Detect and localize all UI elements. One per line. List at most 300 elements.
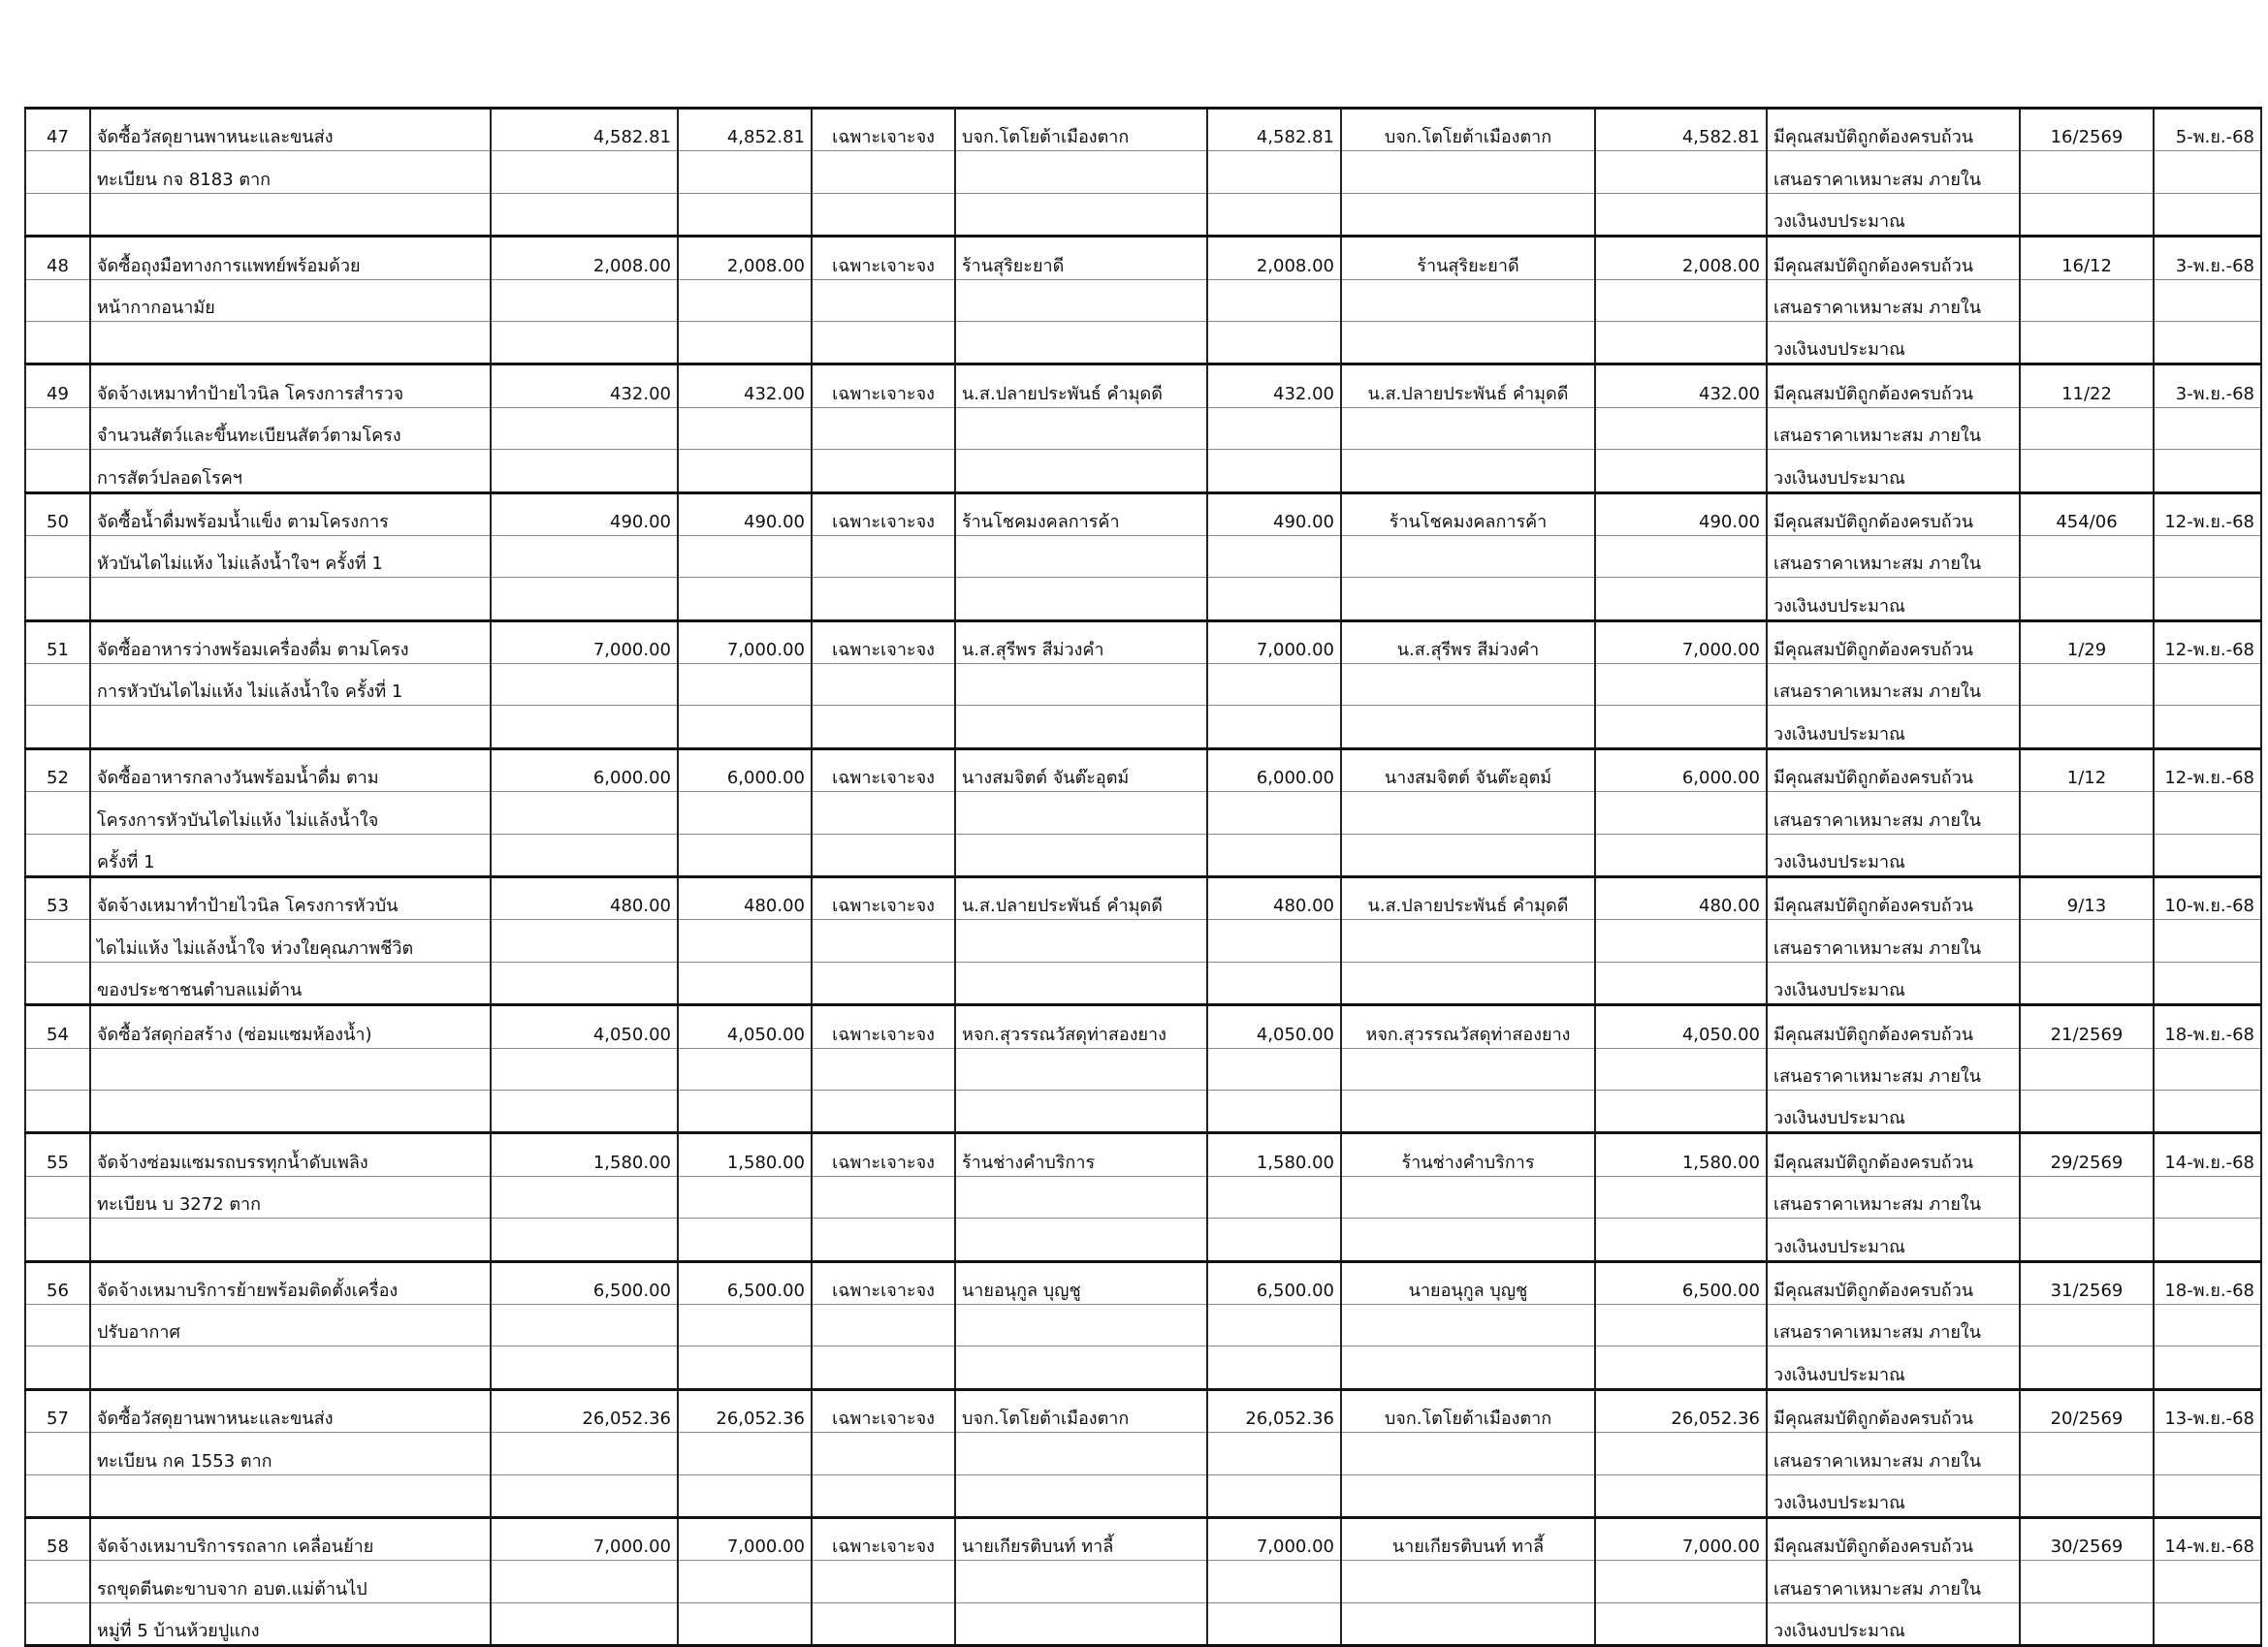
procurement-entry bbox=[25, 109, 2261, 237]
selection-reason-cell: มีคุณสมบัติถูกต้องครบถ้วน bbox=[1767, 1005, 2020, 1048]
winning-price-cell bbox=[1595, 834, 1767, 876]
table-row bbox=[25, 1602, 2261, 1645]
contract-number-cell bbox=[2020, 1561, 2154, 1602]
selection-reason-cell: วงเงินงบประมาณ bbox=[1767, 193, 2020, 236]
procurement-method-cell bbox=[812, 1346, 955, 1389]
bidder-name-cell bbox=[955, 578, 1207, 620]
bid-price-cell bbox=[1207, 962, 1341, 1004]
bid-price-cell bbox=[1207, 706, 1341, 748]
winning-price-cell bbox=[1595, 193, 1767, 236]
selection-reason-cell: วงเงินงบประมาณ bbox=[1767, 321, 2020, 364]
selection-reason-cell: มีคุณสมบัติถูกต้องครบถ้วน bbox=[1767, 620, 2020, 663]
budget-amount-cell bbox=[491, 1219, 678, 1261]
entry-number-cell: 47 bbox=[25, 109, 90, 151]
procurement-method-cell: เฉพาะเจาะจง bbox=[812, 1389, 955, 1432]
bidder-name-cell bbox=[955, 151, 1207, 193]
budget-amount-cell: 6,500.00 bbox=[491, 1261, 678, 1304]
table-row bbox=[25, 151, 2261, 193]
budget-amount-cell bbox=[491, 1561, 678, 1602]
procurement-entry bbox=[25, 1005, 2261, 1133]
contract-number-cell bbox=[2020, 1304, 2154, 1346]
contract-date-cell bbox=[2154, 834, 2261, 876]
entry-number-cell bbox=[25, 1602, 90, 1645]
selection-reason-cell: วงเงินงบประมาณ bbox=[1767, 1346, 2020, 1389]
procurement-method-cell: เฉพาะเจาะจง bbox=[812, 237, 955, 279]
contract-date-cell bbox=[2154, 578, 2261, 620]
table-row bbox=[25, 1048, 2261, 1090]
bid-price-cell bbox=[1207, 151, 1341, 193]
budget-amount-cell: 6,000.00 bbox=[491, 748, 678, 791]
winner-name-cell bbox=[1341, 1433, 1595, 1474]
entry-number-cell bbox=[25, 792, 90, 834]
item-description-cell bbox=[90, 193, 491, 236]
winning-price-cell: 7,000.00 bbox=[1595, 1517, 1767, 1560]
entry-number-cell: 53 bbox=[25, 877, 90, 920]
winning-price-cell: 2,008.00 bbox=[1595, 237, 1767, 279]
winner-name-cell bbox=[1341, 407, 1595, 449]
budget-amount-cell: 7,000.00 bbox=[491, 1517, 678, 1560]
bidder-name-cell: น.ส.ปลายประพันธ์ คำมุดดี bbox=[955, 364, 1207, 407]
winner-name-cell bbox=[1341, 1346, 1595, 1389]
bid-price-cell: 7,000.00 bbox=[1207, 620, 1341, 663]
procurement-method-cell: เฉพาะเจาะจง bbox=[812, 748, 955, 791]
procurement-method-cell bbox=[812, 664, 955, 706]
winning-price-cell: 4,050.00 bbox=[1595, 1005, 1767, 1048]
table-row bbox=[25, 706, 2261, 748]
entry-number-cell: 52 bbox=[25, 748, 90, 791]
item-description-cell: ครั้งที่ 1 bbox=[90, 834, 491, 876]
winning-price-cell bbox=[1595, 321, 1767, 364]
entry-number-cell bbox=[25, 535, 90, 577]
item-description-cell: หัวบันไดไม่แห้ง ไม่แล้งน้ำใจฯ ครั้งที่ 1 bbox=[90, 535, 491, 577]
bid-price-cell bbox=[1207, 834, 1341, 876]
selection-reason-cell: วงเงินงบประมาณ bbox=[1767, 1219, 2020, 1261]
item-description-cell: จัดซื้อถุงมือทางการแพทย์พร้อมด้วย bbox=[90, 237, 491, 279]
bid-price-cell: 480.00 bbox=[1207, 877, 1341, 920]
contract-date-cell bbox=[2154, 1602, 2261, 1645]
median-price-cell bbox=[678, 1090, 812, 1132]
median-price-cell: 480.00 bbox=[678, 877, 812, 920]
bid-price-cell bbox=[1207, 1602, 1341, 1645]
contract-number-cell: 31/2569 bbox=[2020, 1261, 2154, 1304]
contract-date-cell: 18-พ.ย.-68 bbox=[2154, 1005, 2261, 1048]
table-row bbox=[25, 578, 2261, 620]
entry-number-cell bbox=[25, 1304, 90, 1346]
median-price-cell bbox=[678, 962, 812, 1004]
entry-number-cell: 55 bbox=[25, 1133, 90, 1176]
bid-price-cell: 432.00 bbox=[1207, 364, 1341, 407]
entry-number-cell: 48 bbox=[25, 237, 90, 279]
procurement-method-cell: เฉพาะเจาะจง bbox=[812, 877, 955, 920]
item-description-cell: จัดซื้อน้ำดื่มพร้อมน้ำแข็ง ตามโครงการ bbox=[90, 492, 491, 535]
entry-number-cell bbox=[25, 1176, 90, 1218]
entry-number-cell: 56 bbox=[25, 1261, 90, 1304]
contract-number-cell bbox=[2020, 834, 2154, 876]
item-description-cell bbox=[90, 321, 491, 364]
budget-amount-cell bbox=[491, 962, 678, 1004]
median-price-cell bbox=[678, 1219, 812, 1261]
bid-price-cell: 26,052.36 bbox=[1207, 1389, 1341, 1432]
median-price-cell bbox=[678, 1602, 812, 1645]
table-row bbox=[25, 1389, 2261, 1432]
procurement-entry bbox=[25, 1389, 2261, 1517]
procurement-method-cell: เฉพาะเจาะจง bbox=[812, 492, 955, 535]
item-description-cell: ของประชาชนตำบลแม่ต้าน bbox=[90, 962, 491, 1004]
contract-number-cell bbox=[2020, 1602, 2154, 1645]
contract-number-cell: 21/2569 bbox=[2020, 1005, 2154, 1048]
item-description-cell: ปรับอากาศ bbox=[90, 1304, 491, 1346]
winner-name-cell: นางสมจิตต์ จันต๊ะอุตม์ bbox=[1341, 748, 1595, 791]
selection-reason-cell: เสนอราคาเหมาะสม ภายใน bbox=[1767, 664, 2020, 706]
selection-reason-cell: มีคุณสมบัติถูกต้องครบถ้วน bbox=[1767, 877, 2020, 920]
bid-price-cell bbox=[1207, 578, 1341, 620]
winning-price-cell bbox=[1595, 450, 1767, 492]
winner-name-cell bbox=[1341, 920, 1595, 962]
contract-date-cell bbox=[2154, 321, 2261, 364]
contract-number-cell bbox=[2020, 407, 2154, 449]
median-price-cell: 6,000.00 bbox=[678, 748, 812, 791]
winning-price-cell bbox=[1595, 962, 1767, 1004]
entry-number-cell bbox=[25, 578, 90, 620]
winning-price-cell: 7,000.00 bbox=[1595, 620, 1767, 663]
bidder-name-cell: ร้านช่างคำบริการ bbox=[955, 1133, 1207, 1176]
selection-reason-cell: วงเงินงบประมาณ bbox=[1767, 962, 2020, 1004]
contract-number-cell: 20/2569 bbox=[2020, 1389, 2154, 1432]
contract-date-cell bbox=[2154, 1433, 2261, 1474]
procurement-entry bbox=[25, 364, 2261, 492]
winning-price-cell bbox=[1595, 1602, 1767, 1645]
entry-number-cell bbox=[25, 1561, 90, 1602]
bidder-name-cell bbox=[955, 1561, 1207, 1602]
median-price-cell: 490.00 bbox=[678, 492, 812, 535]
procurement-method-cell: เฉพาะเจาะจง bbox=[812, 1005, 955, 1048]
bidder-name-cell bbox=[955, 450, 1207, 492]
selection-reason-cell: มีคุณสมบัติถูกต้องครบถ้วน bbox=[1767, 364, 2020, 407]
winning-price-cell bbox=[1595, 1433, 1767, 1474]
procurement-method-cell bbox=[812, 792, 955, 834]
winner-name-cell: ร้านโชคมงคลการค้า bbox=[1341, 492, 1595, 535]
entry-number-cell bbox=[25, 407, 90, 449]
item-description-cell: จัดซื้อวัสดุก่อสร้าง (ซ่อมแซมห้องน้ำ) bbox=[90, 1005, 491, 1048]
entry-number-cell bbox=[25, 962, 90, 1004]
contract-date-cell bbox=[2154, 407, 2261, 449]
budget-amount-cell: 490.00 bbox=[491, 492, 678, 535]
selection-reason-cell: วงเงินงบประมาณ bbox=[1767, 578, 2020, 620]
procurement-entry bbox=[25, 237, 2261, 364]
winning-price-cell: 1,580.00 bbox=[1595, 1133, 1767, 1176]
winner-name-cell: น.ส.ปลายประพันธ์ คำมุดดี bbox=[1341, 364, 1595, 407]
item-description-cell: การสัตว์ปลอดโรคฯ bbox=[90, 450, 491, 492]
bid-price-cell bbox=[1207, 1176, 1341, 1218]
median-price-cell bbox=[678, 664, 812, 706]
selection-reason-cell: เสนอราคาเหมาะสม ภายใน bbox=[1767, 792, 2020, 834]
item-description-cell bbox=[90, 1346, 491, 1389]
winning-price-cell bbox=[1595, 664, 1767, 706]
bidder-name-cell bbox=[955, 1048, 1207, 1090]
budget-amount-cell bbox=[491, 792, 678, 834]
median-price-cell bbox=[678, 1346, 812, 1389]
entry-number-cell bbox=[25, 450, 90, 492]
bidder-name-cell bbox=[955, 962, 1207, 1004]
contract-date-cell: 18-พ.ย.-68 bbox=[2154, 1261, 2261, 1304]
table-row bbox=[25, 620, 2261, 663]
contract-number-cell bbox=[2020, 664, 2154, 706]
selection-reason-cell: มีคุณสมบัติถูกต้องครบถ้วน bbox=[1767, 1261, 2020, 1304]
bid-price-cell bbox=[1207, 1219, 1341, 1261]
item-description-cell: โครงการหัวบันไดไม่แห้ง ไม่แล้งน้ำใจ bbox=[90, 792, 491, 834]
bid-price-cell: 2,008.00 bbox=[1207, 237, 1341, 279]
table-row bbox=[25, 1090, 2261, 1132]
budget-amount-cell: 1,580.00 bbox=[491, 1133, 678, 1176]
bidder-name-cell: น.ส.ปลายประพันธ์ คำมุดดี bbox=[955, 877, 1207, 920]
contract-date-cell bbox=[2154, 1474, 2261, 1517]
median-price-cell bbox=[678, 578, 812, 620]
procurement-method-cell: เฉพาะเจาะจง bbox=[812, 109, 955, 151]
procurement-method-cell bbox=[812, 535, 955, 577]
budget-amount-cell bbox=[491, 1176, 678, 1218]
bidder-name-cell bbox=[955, 1346, 1207, 1389]
winner-name-cell bbox=[1341, 535, 1595, 577]
bidder-name-cell bbox=[955, 664, 1207, 706]
item-description-cell: ทะเบียน กจ 8183 ตาก bbox=[90, 151, 491, 193]
winner-name-cell bbox=[1341, 792, 1595, 834]
table-row bbox=[25, 1176, 2261, 1218]
bid-price-cell: 7,000.00 bbox=[1207, 1517, 1341, 1560]
bid-price-cell bbox=[1207, 450, 1341, 492]
median-price-cell bbox=[678, 1561, 812, 1602]
table-row bbox=[25, 450, 2261, 492]
winner-name-cell bbox=[1341, 1304, 1595, 1346]
selection-reason-cell: เสนอราคาเหมาะสม ภายใน bbox=[1767, 151, 2020, 193]
table-row bbox=[25, 1433, 2261, 1474]
table-row bbox=[25, 920, 2261, 962]
contract-date-cell: 3-พ.ย.-68 bbox=[2154, 364, 2261, 407]
winning-price-cell bbox=[1595, 920, 1767, 962]
contract-date-cell bbox=[2154, 1219, 2261, 1261]
contract-date-cell bbox=[2154, 1176, 2261, 1218]
contract-date-cell bbox=[2154, 1346, 2261, 1389]
item-description-cell: จัดจ้างเหมาบริการรถลาก เคลื่อนย้าย bbox=[90, 1517, 491, 1560]
contract-number-cell bbox=[2020, 1346, 2154, 1389]
median-price-cell bbox=[678, 535, 812, 577]
median-price-cell: 7,000.00 bbox=[678, 1517, 812, 1560]
budget-amount-cell bbox=[491, 407, 678, 449]
procurement-table bbox=[24, 107, 2262, 1647]
selection-reason-cell: เสนอราคาเหมาะสม ภายใน bbox=[1767, 920, 2020, 962]
winning-price-cell: 490.00 bbox=[1595, 492, 1767, 535]
budget-amount-cell bbox=[491, 279, 678, 321]
procurement-entry bbox=[25, 748, 2261, 876]
contract-number-cell: 29/2569 bbox=[2020, 1133, 2154, 1176]
entry-number-cell bbox=[25, 1474, 90, 1517]
median-price-cell bbox=[678, 1176, 812, 1218]
table-row bbox=[25, 1517, 2261, 1560]
procurement-method-cell bbox=[812, 279, 955, 321]
winning-price-cell bbox=[1595, 151, 1767, 193]
procurement-method-cell bbox=[812, 193, 955, 236]
contract-number-cell: 454/06 bbox=[2020, 492, 2154, 535]
item-description-cell: จัดซื้ออาหารว่างพร้อมเครื่องดื่ม ตามโครง bbox=[90, 620, 491, 663]
procurement-entry bbox=[25, 1517, 2261, 1645]
procurement-method-cell bbox=[812, 962, 955, 1004]
procurement-method-cell: เฉพาะเจาะจง bbox=[812, 1261, 955, 1304]
bid-price-cell bbox=[1207, 1304, 1341, 1346]
bid-price-cell: 4,050.00 bbox=[1207, 1005, 1341, 1048]
procurement-method-cell bbox=[812, 1602, 955, 1645]
contract-number-cell bbox=[2020, 792, 2154, 834]
selection-reason-cell: มีคุณสมบัติถูกต้องครบถ้วน bbox=[1767, 748, 2020, 791]
contract-date-cell bbox=[2154, 151, 2261, 193]
procurement-method-cell bbox=[812, 151, 955, 193]
winning-price-cell bbox=[1595, 578, 1767, 620]
bidder-name-cell: บจก.โตโยต้าเมืองตาก bbox=[955, 109, 1207, 151]
contract-number-cell bbox=[2020, 321, 2154, 364]
contract-number-cell bbox=[2020, 962, 2154, 1004]
winner-name-cell bbox=[1341, 1602, 1595, 1645]
entry-number-cell: 54 bbox=[25, 1005, 90, 1048]
median-price-cell: 6,500.00 bbox=[678, 1261, 812, 1304]
contract-number-cell bbox=[2020, 535, 2154, 577]
budget-amount-cell bbox=[491, 706, 678, 748]
contract-date-cell bbox=[2154, 920, 2261, 962]
winning-price-cell bbox=[1595, 1219, 1767, 1261]
procurement-method-cell bbox=[812, 706, 955, 748]
item-description-cell: จัดจ้างเหมาทำป้ายไวนิล โครงการสำรวจ bbox=[90, 364, 491, 407]
bid-price-cell bbox=[1207, 1090, 1341, 1132]
budget-amount-cell bbox=[491, 1304, 678, 1346]
budget-amount-cell bbox=[491, 1474, 678, 1517]
entry-number-cell bbox=[25, 664, 90, 706]
bid-price-cell bbox=[1207, 792, 1341, 834]
contract-date-cell: 14-พ.ย.-68 bbox=[2154, 1517, 2261, 1560]
item-description-cell: จัดจ้างเหมาทำป้ายไวนิล โครงการหัวบัน bbox=[90, 877, 491, 920]
bidder-name-cell bbox=[955, 792, 1207, 834]
entry-number-cell: 51 bbox=[25, 620, 90, 663]
winner-name-cell bbox=[1341, 151, 1595, 193]
entry-number-cell bbox=[25, 834, 90, 876]
table-row bbox=[25, 364, 2261, 407]
selection-reason-cell: มีคุณสมบัติถูกต้องครบถ้วน bbox=[1767, 1517, 2020, 1560]
contract-date-cell bbox=[2154, 1304, 2261, 1346]
budget-amount-cell bbox=[491, 1433, 678, 1474]
contract-number-cell bbox=[2020, 1433, 2154, 1474]
winning-price-cell bbox=[1595, 279, 1767, 321]
contract-date-cell: 13-พ.ย.-68 bbox=[2154, 1389, 2261, 1432]
item-description-cell: จัดซื้ออาหารกลางวันพร้อมน้ำดื่ม ตาม bbox=[90, 748, 491, 791]
contract-number-cell: 9/13 bbox=[2020, 877, 2154, 920]
bid-price-cell bbox=[1207, 1346, 1341, 1389]
contract-number-cell bbox=[2020, 151, 2154, 193]
item-description-cell: หมู่ที่ 5 บ้านห้วยปูแกง bbox=[90, 1602, 491, 1645]
entry-number-cell bbox=[25, 193, 90, 236]
winner-name-cell bbox=[1341, 279, 1595, 321]
contract-number-cell bbox=[2020, 706, 2154, 748]
selection-reason-cell: วงเงินงบประมาณ bbox=[1767, 450, 2020, 492]
winning-price-cell bbox=[1595, 1474, 1767, 1517]
winning-price-cell bbox=[1595, 1561, 1767, 1602]
median-price-cell bbox=[678, 1048, 812, 1090]
bid-price-cell: 4,582.81 bbox=[1207, 109, 1341, 151]
winning-price-cell: 6,000.00 bbox=[1595, 748, 1767, 791]
item-description-cell: จัดซื้อวัสดุยานพาหนะและขนส่ง bbox=[90, 1389, 491, 1432]
bidder-name-cell: หจก.สุวรรณวัสดุท่าสองยาง bbox=[955, 1005, 1207, 1048]
bid-price-cell bbox=[1207, 920, 1341, 962]
procurement-method-cell bbox=[812, 1048, 955, 1090]
selection-reason-cell: เสนอราคาเหมาะสม ภายใน bbox=[1767, 1176, 2020, 1218]
table-row bbox=[25, 279, 2261, 321]
contract-number-cell bbox=[2020, 1048, 2154, 1090]
contract-number-cell bbox=[2020, 1474, 2154, 1517]
contract-number-cell: 16/12 bbox=[2020, 237, 2154, 279]
entry-number-cell bbox=[25, 706, 90, 748]
contract-number-cell bbox=[2020, 1219, 2154, 1261]
entry-number-cell bbox=[25, 1090, 90, 1132]
winning-price-cell: 26,052.36 bbox=[1595, 1389, 1767, 1432]
budget-amount-cell bbox=[491, 193, 678, 236]
item-description-cell: จัดจ้างซ่อมแซมรถบรรทุกน้ำดับเพลิง bbox=[90, 1133, 491, 1176]
winner-name-cell bbox=[1341, 578, 1595, 620]
table-row bbox=[25, 492, 2261, 535]
table-row bbox=[25, 834, 2261, 876]
table-row bbox=[25, 1304, 2261, 1346]
budget-amount-cell bbox=[491, 920, 678, 962]
contract-date-cell bbox=[2154, 962, 2261, 1004]
item-description-cell: หน้ากากอนามัย bbox=[90, 279, 491, 321]
winning-price-cell bbox=[1595, 1048, 1767, 1090]
budget-amount-cell bbox=[491, 1048, 678, 1090]
median-price-cell: 4,852.81 bbox=[678, 109, 812, 151]
bidder-name-cell: น.ส.สุรีพร สีม่วงคำ bbox=[955, 620, 1207, 663]
item-description-cell: รถขุดตีนตะขาบจาก อบต.แม่ต้านไป bbox=[90, 1561, 491, 1602]
table-row bbox=[25, 792, 2261, 834]
contract-date-cell: 14-พ.ย.-68 bbox=[2154, 1133, 2261, 1176]
contract-number-cell: 16/2569 bbox=[2020, 109, 2154, 151]
entry-number-cell: 58 bbox=[25, 1517, 90, 1560]
procurement-method-cell bbox=[812, 1561, 955, 1602]
median-price-cell bbox=[678, 279, 812, 321]
procurement-method-cell bbox=[812, 1474, 955, 1517]
item-description-cell bbox=[90, 1048, 491, 1090]
median-price-cell: 432.00 bbox=[678, 364, 812, 407]
item-description-cell: การหัวบันไดไม่แห้ง ไม่แล้งน้ำใจ ครั้งที่ 1 bbox=[90, 664, 491, 706]
bidder-name-cell bbox=[955, 321, 1207, 364]
procurement-method-cell bbox=[812, 1176, 955, 1218]
table-row bbox=[25, 1346, 2261, 1389]
procurement-method-cell bbox=[812, 450, 955, 492]
bid-price-cell: 6,000.00 bbox=[1207, 748, 1341, 791]
contract-number-cell bbox=[2020, 450, 2154, 492]
bid-price-cell bbox=[1207, 279, 1341, 321]
entry-number-cell bbox=[25, 151, 90, 193]
procurement-method-cell: เฉพาะเจาะจง bbox=[812, 620, 955, 663]
bid-price-cell bbox=[1207, 321, 1341, 364]
table-row bbox=[25, 1133, 2261, 1176]
entry-number-cell bbox=[25, 279, 90, 321]
winner-name-cell bbox=[1341, 193, 1595, 236]
bidder-name-cell: นายอนุกูล บุญชู bbox=[955, 1261, 1207, 1304]
contract-number-cell: 1/29 bbox=[2020, 620, 2154, 663]
winning-price-cell: 6,500.00 bbox=[1595, 1261, 1767, 1304]
winner-name-cell bbox=[1341, 962, 1595, 1004]
procurement-method-cell bbox=[812, 920, 955, 962]
procurement-method-cell bbox=[812, 578, 955, 620]
winner-name-cell bbox=[1341, 1474, 1595, 1517]
contract-number-cell: 30/2569 bbox=[2020, 1517, 2154, 1560]
contract-number-cell: 11/22 bbox=[2020, 364, 2154, 407]
contract-number-cell bbox=[2020, 193, 2154, 236]
winner-name-cell: น.ส.ปลายประพันธ์ คำมุดดี bbox=[1341, 877, 1595, 920]
budget-amount-cell: 26,052.36 bbox=[491, 1389, 678, 1432]
